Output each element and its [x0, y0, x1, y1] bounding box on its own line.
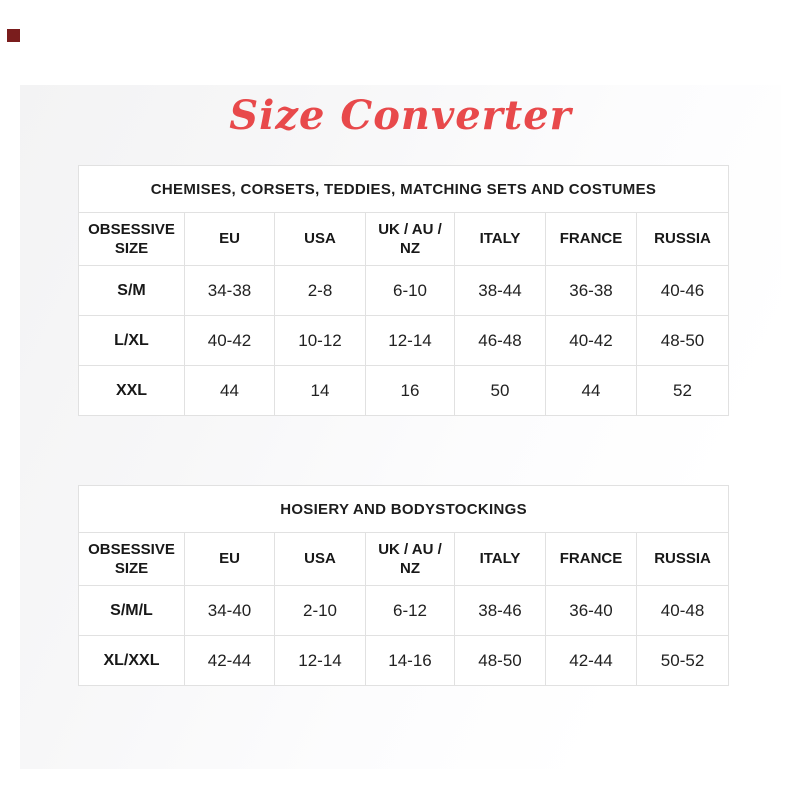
- size-value-cell: 12-14: [366, 316, 455, 366]
- row-size-label: S/M: [79, 266, 185, 316]
- page-title: Size Converter: [229, 92, 572, 139]
- size-value-cell: 38-46: [455, 586, 546, 636]
- size-value-cell: 16: [366, 366, 455, 416]
- column-header: EU: [185, 213, 275, 266]
- column-header: USA: [275, 213, 366, 266]
- size-value-cell: 40-46: [637, 266, 729, 316]
- row-size-label: XXL: [79, 366, 185, 416]
- size-value-cell: 42-44: [185, 636, 275, 686]
- row-size-label: L/XL: [79, 316, 185, 366]
- size-value-cell: 38-44: [455, 266, 546, 316]
- size-value-cell: 14-16: [366, 636, 455, 686]
- column-header: EU: [185, 533, 275, 586]
- table-row: [79, 636, 729, 686]
- column-header: ITALY: [455, 533, 546, 586]
- column-header: UK / AU / NZ: [366, 213, 455, 266]
- column-header: FRANCE: [546, 533, 637, 586]
- size-value-cell: 40-48: [637, 586, 729, 636]
- size-value-cell: 2-10: [275, 586, 366, 636]
- size-value-cell: 10-12: [275, 316, 366, 366]
- column-header: OBSESSIVE SIZE: [79, 213, 185, 266]
- size-value-cell: 44: [546, 366, 637, 416]
- column-header-row: [79, 213, 729, 266]
- size-value-cell: 50: [455, 366, 546, 416]
- column-header: FRANCE: [546, 213, 637, 266]
- size-value-cell: 48-50: [455, 636, 546, 686]
- table-row: [79, 366, 729, 416]
- size-value-cell: 36-40: [546, 586, 637, 636]
- size-value-cell: 44: [185, 366, 275, 416]
- column-header: RUSSIA: [637, 533, 729, 586]
- size-table-garments: [78, 165, 729, 416]
- size-value-cell: 40-42: [185, 316, 275, 366]
- column-header: USA: [275, 533, 366, 586]
- size-value-cell: 2-8: [275, 266, 366, 316]
- size-value-cell: 36-38: [546, 266, 637, 316]
- size-value-cell: 14: [275, 366, 366, 416]
- table-caption: CHEMISES, CORSETS, TEDDIES, MATCHING SETS AND COSTUMES: [79, 166, 729, 213]
- size-value-cell: 52: [637, 366, 729, 416]
- size-value-cell: 34-38: [185, 266, 275, 316]
- logo-mark: [7, 29, 20, 42]
- size-value-cell: 6-10: [366, 266, 455, 316]
- column-header: ITALY: [455, 213, 546, 266]
- table-row: [79, 266, 729, 316]
- table-row: [79, 586, 729, 636]
- column-header: UK / AU / NZ: [366, 533, 455, 586]
- size-value-cell: 50-52: [637, 636, 729, 686]
- size-value-cell: 48-50: [637, 316, 729, 366]
- column-header: OBSESSIVE SIZE: [79, 533, 185, 586]
- size-value-cell: 12-14: [275, 636, 366, 686]
- table-caption: HOSIERY AND BODYSTOCKINGS: [79, 486, 729, 533]
- table-row: [79, 316, 729, 366]
- column-header-row: [79, 533, 729, 586]
- size-value-cell: 46-48: [455, 316, 546, 366]
- row-size-label: XL/XXL: [79, 636, 185, 686]
- size-value-cell: 34-40: [185, 586, 275, 636]
- row-size-label: S/M/L: [79, 586, 185, 636]
- size-table-hosiery: [78, 485, 729, 686]
- size-value-cell: 42-44: [546, 636, 637, 686]
- column-header: RUSSIA: [637, 213, 729, 266]
- content-panel: [20, 85, 781, 769]
- size-value-cell: 6-12: [366, 586, 455, 636]
- size-value-cell: 40-42: [546, 316, 637, 366]
